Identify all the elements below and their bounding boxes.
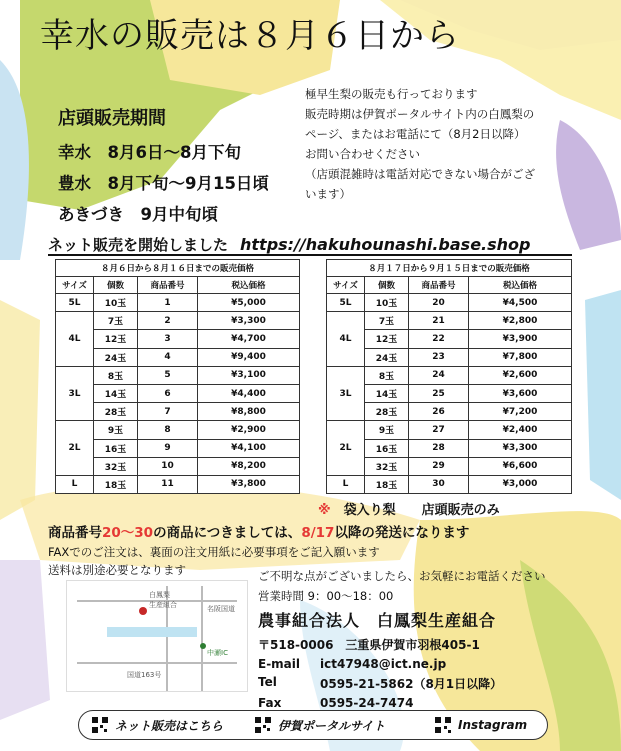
period-row: 豊水 8月下旬～9月15日頃: [58, 174, 269, 193]
col-header-count: 個数: [365, 277, 409, 294]
map-ic-label: 中瀬IC: [207, 649, 228, 657]
iga-portal-link[interactable]: 伊賀ポータルサイト: [254, 716, 385, 734]
col-header-count: 個数: [94, 277, 138, 294]
map-drawing: [67, 581, 249, 693]
note-line: （店頭混雑時は電話対応できない場合がござ: [305, 167, 535, 181]
contact-block: [258, 568, 546, 714]
shop-url-link[interactable]: https://hakuhounashi.base.shop: [240, 235, 531, 254]
qr-code-icon: [254, 716, 272, 734]
fax-row: Fax 0595-24-7474: [258, 696, 414, 710]
tel-link[interactable]: 0595-21-5862（8月1日以降）: [320, 677, 503, 691]
price-table-aug17-sep15: [326, 259, 572, 494]
note-line: 極早生梨の販売も行っております: [305, 87, 478, 101]
table-row: 28玉 26 ¥7,200: [327, 403, 572, 421]
page-title: 幸水の販売は８月６日から: [40, 16, 460, 56]
price-table-aug6-16: [55, 259, 300, 494]
qr-code-icon: [434, 716, 452, 734]
table-row: L 18玉 11 ¥3,800: [56, 475, 300, 493]
early-pear-notes: [305, 84, 590, 204]
note-line: 販売時期は伊賀ポータルサイト内の白鳳梨の: [305, 107, 535, 121]
table-row: 2L 9玉 8 ¥2,900: [56, 421, 300, 439]
table-row: 4L 7玉 2 ¥3,300: [56, 312, 300, 330]
fax-order-note: FAXでのご注文は、裏面の注文用紙に必要事項をご記入願います: [48, 545, 380, 559]
instagram-link[interactable]: Instagram: [434, 716, 527, 734]
period-row: 幸水 8月6日～8月下旬: [58, 143, 241, 162]
underline: [48, 254, 572, 256]
table-row: 16玉 9 ¥4,100: [56, 439, 300, 457]
note-line: います）: [305, 187, 351, 201]
address: 〒518-0006 三重県伊賀市羽根405-1: [258, 638, 480, 652]
shipping-fee-note: 送料は別途必要となります: [48, 563, 186, 577]
period-heading: 店頭販売期間: [58, 108, 166, 129]
table-row: 5L 10玉 20 ¥4,500: [327, 294, 572, 312]
col-header-item-no: 商品番号: [409, 277, 469, 294]
note-mark: ※: [318, 503, 331, 518]
table-row: 5L 10玉 1 ¥5,000: [56, 294, 300, 312]
table-row: L 18玉 30 ¥3,000: [327, 475, 572, 493]
table-caption: ８月６日から８月１６日までの販売価格: [56, 260, 300, 277]
map-sub-label: 生産組合: [149, 601, 177, 609]
table-row: 24玉 4 ¥9,400: [56, 348, 300, 366]
table-row: 12玉 22 ¥3,900: [327, 330, 572, 348]
organization-name: 農事組合法人 白鳳梨生産組合: [258, 611, 497, 630]
table-row: 3L 8玉 24 ¥2,600: [327, 366, 572, 384]
table-caption: ８月１７日から９月１５日までの販売価格: [327, 260, 572, 277]
table-row: 24玉 23 ¥7,800: [327, 348, 572, 366]
table-row: 2L 9玉 27 ¥2,400: [327, 421, 572, 439]
table-row: 16玉 28 ¥3,300: [327, 439, 572, 457]
inquiry-text: ご不明な点がございましたら、お気軽にお電話ください: [258, 569, 546, 583]
table-row: 32玉 10 ¥8,200: [56, 457, 300, 475]
col-header-item-no: 商品番号: [138, 277, 198, 294]
note-line: お問い合わせください: [305, 147, 420, 161]
table-row: 28玉 7 ¥8,800: [56, 403, 300, 421]
map-road-label: 国道163号: [127, 671, 162, 679]
email-link[interactable]: ict47948@ict.ne.jp: [320, 657, 447, 671]
table-row: 32玉 29 ¥6,600: [327, 457, 572, 475]
col-header-price: 税込価格: [198, 277, 300, 294]
access-map: [66, 580, 248, 692]
table-row: 12玉 3 ¥4,700: [56, 330, 300, 348]
bag-note: [318, 499, 500, 518]
table-row: 14玉 6 ¥4,400: [56, 384, 300, 402]
business-hours: 営業時間 9：00～18：00: [258, 589, 394, 603]
period-row: あきづき 9月中旬頃: [58, 205, 218, 224]
table-row: 3L 8玉 5 ¥3,100: [56, 366, 300, 384]
map-highway-label: 名阪国道: [207, 605, 235, 613]
qr-code-icon: [91, 716, 109, 734]
bottom-links-bar: [78, 710, 548, 740]
store-sales-period: [58, 104, 269, 232]
col-header-price: 税込価格: [469, 277, 572, 294]
email-row: E-mail ict47948@ict.ne.jp: [258, 657, 447, 671]
col-header-size: サイズ: [56, 277, 94, 294]
net-shop-link[interactable]: ネット販売はこちら: [91, 716, 223, 734]
note-line: ページ、またはお電話にて（8月2日以降）: [305, 127, 526, 141]
bag-note-text: 袋入り梨 店頭販売のみ: [343, 503, 500, 518]
tel-row: Tel 0595-21-5862（8月1日以降）: [258, 675, 503, 691]
map-dest-label: 白鳳梨: [149, 591, 170, 599]
net-sales-label: ネット販売を開始しました: [48, 236, 229, 254]
shipping-note: 商品番号20～30の商品につきましては、8/17以降の発送になります: [48, 525, 470, 541]
table-row: 4L 7玉 21 ¥2,800: [327, 312, 572, 330]
col-header-size: サイズ: [327, 277, 365, 294]
net-sales-heading: [48, 234, 530, 255]
table-row: 14玉 25 ¥3,600: [327, 384, 572, 402]
